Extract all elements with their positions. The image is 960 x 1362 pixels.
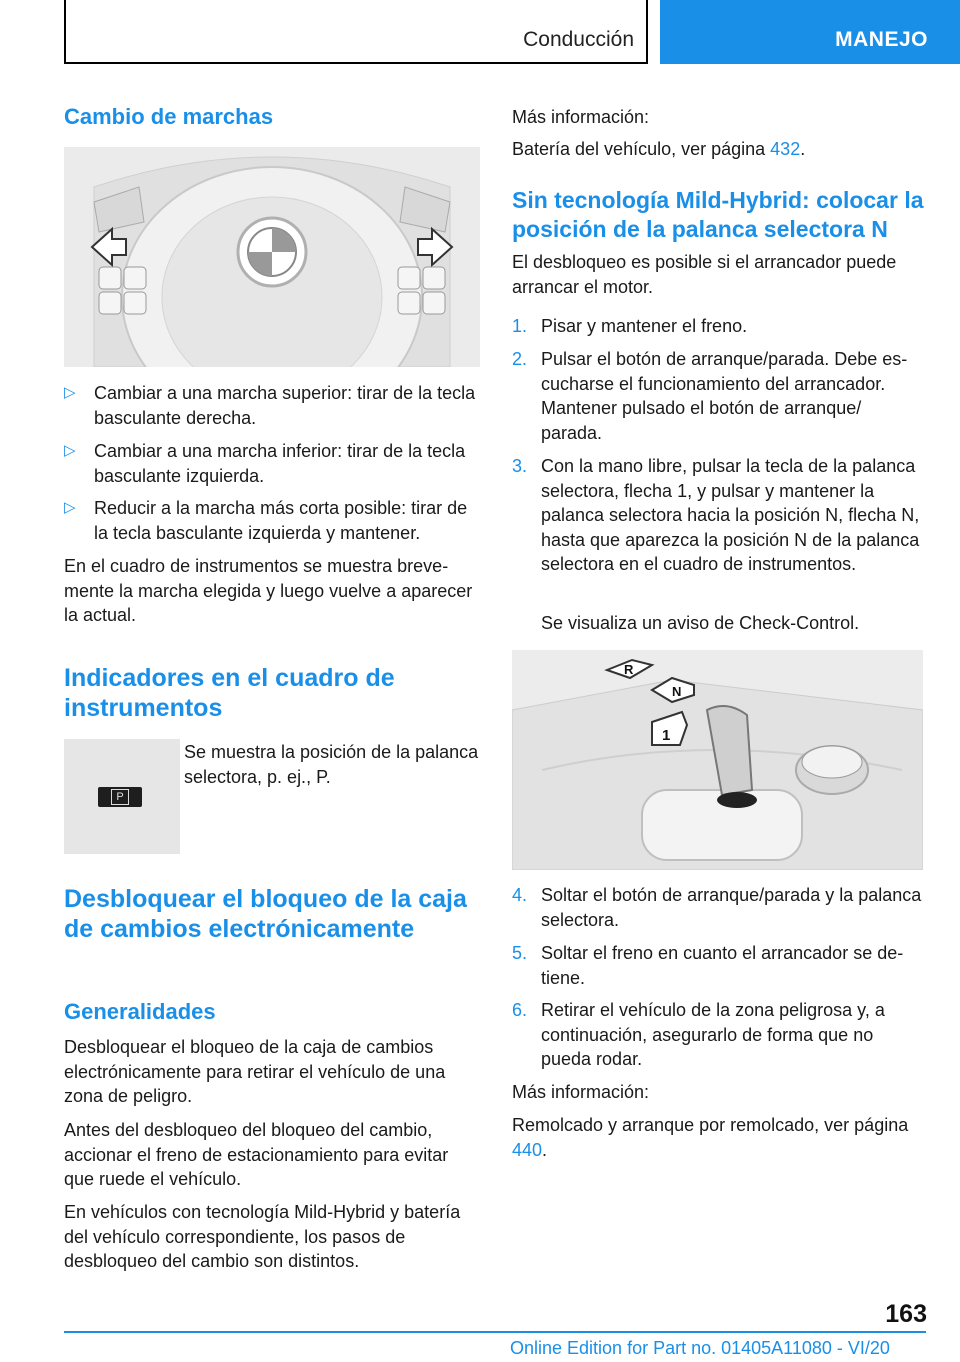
remolcado-reference: Remolcado y arranque por remolcado, ver página 440. (512, 1115, 909, 1160)
gear-selector-illustration (512, 650, 923, 870)
header-section-tab (660, 0, 960, 64)
step-item: 1. Pisar y mantener el freno. (512, 316, 748, 336)
step-item: 4. Soltar el botón de arranque/parada y la palanca selectora. (512, 885, 922, 930)
page-link-440[interactable]: 440 (512, 1139, 543, 1160)
page-number: 163 (885, 1300, 927, 1328)
footer-edition: Online Edition for Part no. 01405A11080 - VI/20 (510, 1338, 890, 1358)
arrow-label-n: N (672, 684, 682, 699)
heading-cambio-de-marchas: Cambio de marchas (64, 104, 274, 129)
heading-indicadores: Indicadores en el cuadro de instrumentos (64, 664, 395, 722)
step-item: 2. Pulsar el botón de arranque/parada. Debe escucharse el funcionamiento del arrancador. Mantener pulsado el botón de arranque/ parada. (512, 349, 908, 443)
footer-divider (64, 1331, 926, 1333)
paragraph-gen3: En vehículos con tecnología Mild-Hybrid y batería del vehículo correspondiente, los pasos de desbloqueo del cambio son distintos. (64, 1202, 461, 1271)
heading-sin-mild-hybrid: Sin tecnología Mild-Hybrid: colocar la posición de la palanca selectora N (512, 187, 924, 242)
bateria-reference: Batería del vehículo, ver página 432. (512, 139, 806, 159)
steering-wheel-illustration (64, 147, 480, 367)
heading-generalidades: Generalidades (64, 999, 216, 1024)
paragraph-cuadro: En el cuadro de instrumentos se muestra brevemente la marcha elegida y luego vuelve a aparecer la actual. (64, 556, 473, 625)
bullet-item: ▷ Reducir a la marcha más corta posible: tirar de la tecla basculante izquierda y mantener. (64, 498, 468, 543)
check-control-note: Se visualiza un aviso de Check-Control. (541, 613, 860, 633)
triangle-bullet-icon: ▷ (64, 384, 76, 401)
chapter-title: Conducción (523, 28, 634, 51)
triangle-bullet-icon: ▷ (64, 499, 76, 516)
bullet-item: ▷ Cambiar a una marcha superior: tirar de la tecla basculante derecha. (64, 383, 476, 428)
arrow-label-r: R (624, 662, 634, 677)
paragraph-sin: El desbloqueo es posible si el arrancador puede arrancar el motor. (512, 252, 897, 297)
paragraph-gen2: Antes del desbloqueo del bloqueo del cambio, accionar el freno de estacionamiento para evitar que ruede el vehículo. (64, 1120, 449, 1189)
steering-wheel-image (64, 147, 480, 367)
paragraph-gen1: Desbloquear el bloqueo de la caja de cambios electrónicamente para retirar el vehículo de una zona de peligro. (64, 1037, 446, 1106)
arrow-label-1: 1 (662, 727, 671, 744)
step-item: 6. Retirar el vehículo de la zona peligrosa y, a continuación, asegurarlo de forma que no pueda rodar. (512, 1000, 885, 1069)
header-chapter-box (64, 0, 648, 64)
triangle-bullet-icon: ▷ (64, 442, 76, 459)
section-title: MANEJO (835, 28, 928, 51)
step-item: 3. Con la mano libre, pulsar la tecla de la palanca selectora, flecha 1, y pulsar y mantener la palanca selectora hacia la posición N, flecha N, hasta que aparezca la posición N de la palanca selectora en el cuadro de instrumentos. (512, 456, 920, 574)
indicator-image (64, 739, 180, 854)
bullet-item: ▷ Cambiar a una marcha inferior: tirar de la tecla basculante izquierda. (64, 441, 466, 486)
gear-indicator-icon: P (98, 787, 142, 807)
mas-informacion-label-2: Más información: (512, 1082, 650, 1102)
mas-informacion-label: Más información: (512, 107, 650, 127)
page-link-432[interactable]: 432 (770, 139, 801, 159)
paragraph-indicador: Se muestra la posición de la palanca selectora, p. ej., P. (184, 742, 479, 787)
heading-desbloquear: Desbloquear el bloqueo de la caja de cambios electrónicamente (64, 885, 467, 943)
step-item: 5. Soltar el freno en cuanto el arrancador se detiene. (512, 943, 904, 988)
gear-selector-image (512, 650, 923, 870)
